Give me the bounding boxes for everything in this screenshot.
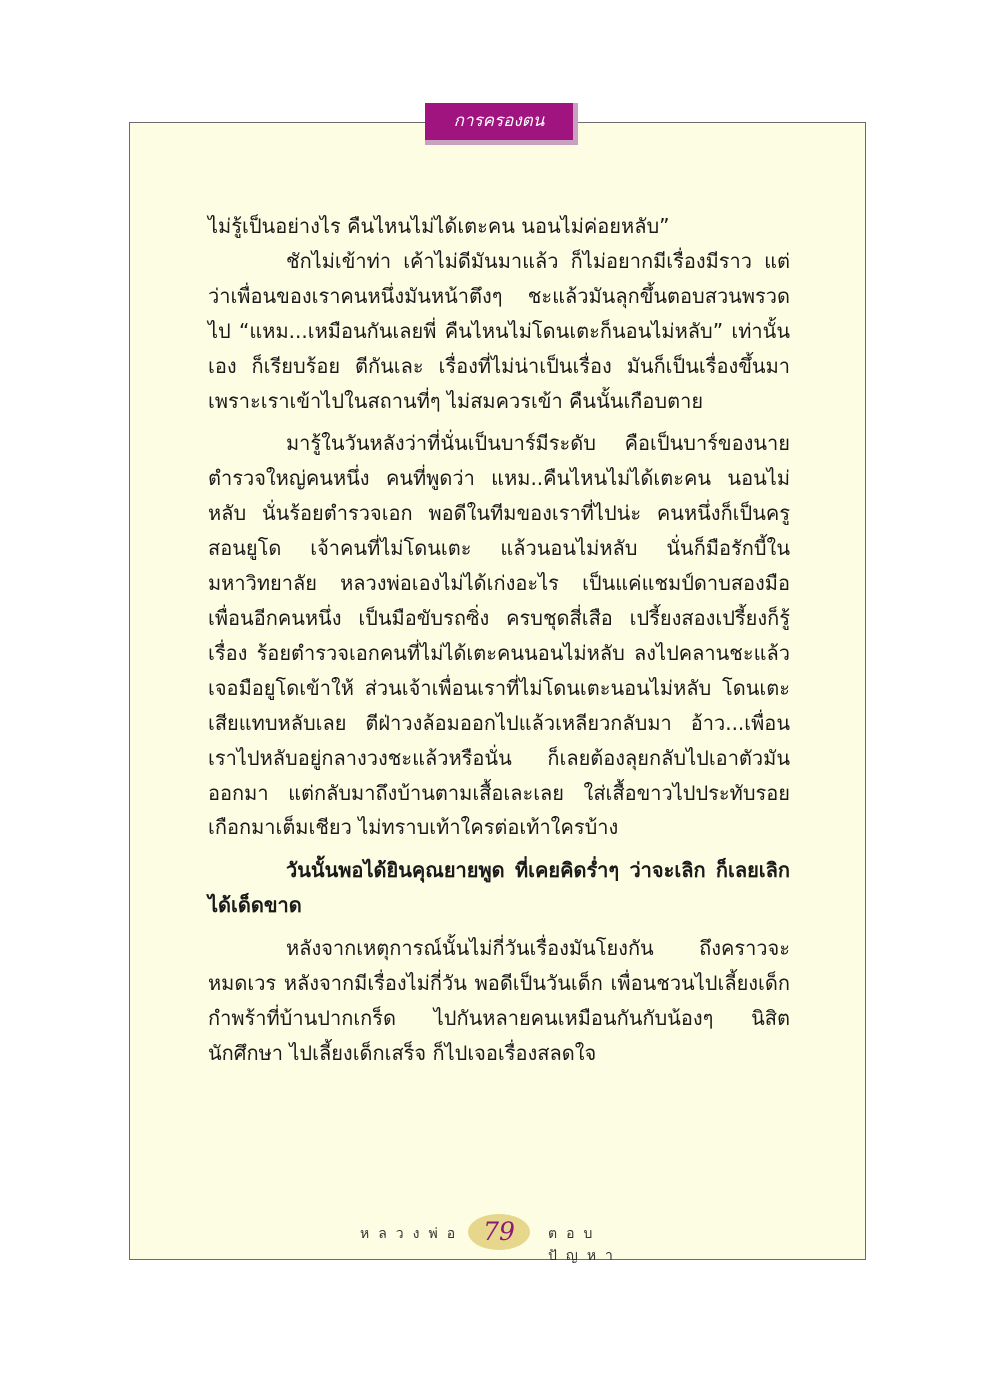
page-footer — [360, 1214, 660, 1264]
section-title: การครองตน — [425, 103, 578, 145]
page-number: 79 — [468, 1214, 530, 1250]
footer-book-title-right: ตอบปัญหา — [548, 1226, 622, 1264]
paragraph: มารู้ในวันหลังว่าที่นั่นเป็นบาร์มีระดับ คือเป็นบาร์ของนายตำรวจใหญ่คนหนึ่ง คนที่พูดว่า แหม..คืนไหนไม่ได้เตะคน นอนไม่หลับ นั่นร้อยตำรวจเอก พอดีในทีมของเราที่ไปน่ะ คนหนึ่งก็เป็นครูสอนยูโด เจ้าคนที่ไม่โดนเตะ แล้วนอนไม่หลับ นั่นก็มือรักบี้ในมหาวิทยาลัย หลวงพ่อเองไม่ได้เก่งอะไร เป็นแค่แชมป์ดาบสองมือ เพื่อนอีกคนหนึ่ง เป็นมือขับรถซิ่ง ครบชุดสี่เสือ เปรี้ยงสองเปรี้ยงก็รู้เรื่อง ร้อยตำรวจเอกคนที่ไม่ได้เตะคนนอนไม่หลับ ลงไปคลานชะแล้ว เจอมือยูโดเข้าให้ ส่วนเจ้าเพื่อนเราที่ไม่โดนเตะนอนไม่หลับ โดนเตะเสียแทบหลับเลย ตีฝ่าวงล้อมออกไปแล้วเหลียวกลับมา อ้าว...เพื่อนเราไปหลับอยู่กลางวงชะแล้วหรือนั่น ก็เลยต้องลุยกลับไปเอาตัวมันออกมา แต่กลับมาถึงบ้านตามเสื้อเละเลย ใส่เสื้อขาวไปประทับรอยเกือกมาเต็มเชียว ไม่ทราบเท้าใครต่อเท้าใครบ้าง — [208, 431, 790, 840]
paragraph: ชักไม่เข้าท่า เค้าไม่ดีมันมาแล้ว ก็ไม่อยากมีเรื่องมีราว แต่ว่าเพื่อนของเราคนหนึ่งมันหน้าตึงๆ ชะแล้วมันลุกขึ้นตอบสวนพรวดไป “แหม...เหมือนกันเลยพี่ คืนไหนไม่โดนเตะก็นอนไม่หลับ” เท่านั้นเอง ก็เรียบร้อย ตีกันเละ เรื่องที่ไม่น่าเป็นเรื่อง มันก็เป็นเรื่องขึ้นมา เพราะเราเข้าไปในสถานที่ๆ ไม่สมควรเข้า คืนนั้นเกือบตาย — [208, 248, 790, 413]
body-text — [208, 209, 790, 1071]
paragraph: หลังจากเหตุการณ์นั้นไม่กี่วันเรื่องมันโยงกัน ถึงคราวจะหมดเวร หลังจากมีเรื่องไม่กี่วัน พอดีเป็นวันเด็ก เพื่อนชวนไปเลี้ยงเด็กกำพร้าที่บ้านปากเกร็ด ไปกันหลายคนเหมือนกันกับน้องๆ นิสิตนักศึกษา ไปเลี้ยงเด็กเสร็จ ก็ไปเจอเรื่องสลดใจ — [208, 936, 790, 1065]
footer-book-title-left: หลวงพ่อ — [360, 1226, 465, 1242]
paragraph-emphasis: วันนั้นพอได้ยินคุณยายพูด ที่เคยคิดร่ำๆ ว่าจะเลิก ก็เลยเลิกได้เด็ดขาด — [208, 858, 790, 918]
paragraph: ไม่รู้เป็นอย่างไร คืนไหนไม่ได้เตะคน นอนไม่ค่อยหลับ” — [208, 214, 670, 238]
